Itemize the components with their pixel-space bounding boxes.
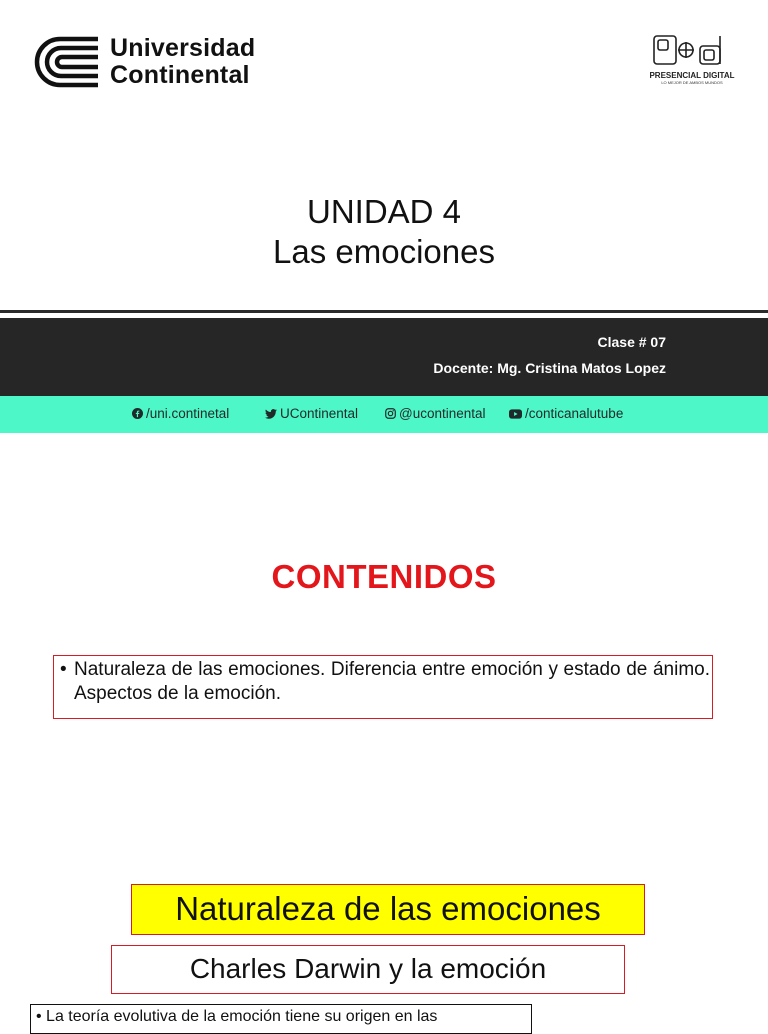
info-band (0, 318, 768, 396)
social-youtube-label: /conticanalutube (525, 406, 624, 421)
contents-item: Naturaleza de las emociones. Diferencia entre emoción y estado de ánimo. Aspectos de la emoción. (74, 659, 710, 704)
youtube-icon (509, 409, 522, 419)
section-title: Naturaleza de las emociones (131, 884, 645, 935)
class-number: Clase # 07 (597, 334, 666, 350)
bullet-mark: • (60, 659, 67, 680)
title-slide (0, 0, 768, 435)
pd-logo-subtext: LO MEJOR DE AMBOS MUNDOS (661, 80, 723, 85)
pd-logo-icon (652, 34, 732, 66)
uc-logo-icon (32, 36, 100, 88)
pd-logo-text: PRESENCIAL DIGITAL (649, 71, 735, 80)
social-twitter[interactable] (265, 406, 358, 421)
instagram-icon (385, 408, 396, 419)
unit-subtitle: Las emociones (273, 233, 495, 270)
university-name-line2: Continental (110, 61, 250, 89)
university-logo (32, 34, 282, 90)
social-media-band (0, 396, 768, 433)
social-instagram-label: @ucontinental (399, 406, 486, 421)
unit-title: UNIDAD 4 (306, 193, 462, 230)
contents-heading: CONTENIDOS (271, 558, 497, 595)
social-youtube[interactable] (509, 406, 623, 421)
university-name (110, 35, 255, 89)
university-name-line1: Universidad (110, 34, 256, 62)
social-facebook-label: /uni.continetal (146, 406, 230, 421)
teacher-name: Docente: Mg. Cristina Matos Lopez (433, 360, 666, 376)
twitter-icon (265, 409, 277, 419)
social-twitter-label: UContinental (280, 406, 359, 421)
presencial-digital-logo (648, 34, 736, 88)
section-subtitle: Charles Darwin y la emoción (111, 945, 625, 994)
contents-box (53, 655, 713, 719)
facebook-icon (132, 408, 143, 419)
bullet-text-box: • La teoría evolutiva de la emoción tiene su origen en las (30, 1004, 532, 1034)
divider-line (0, 310, 768, 313)
social-instagram[interactable] (385, 406, 486, 421)
social-facebook[interactable] (132, 406, 229, 421)
